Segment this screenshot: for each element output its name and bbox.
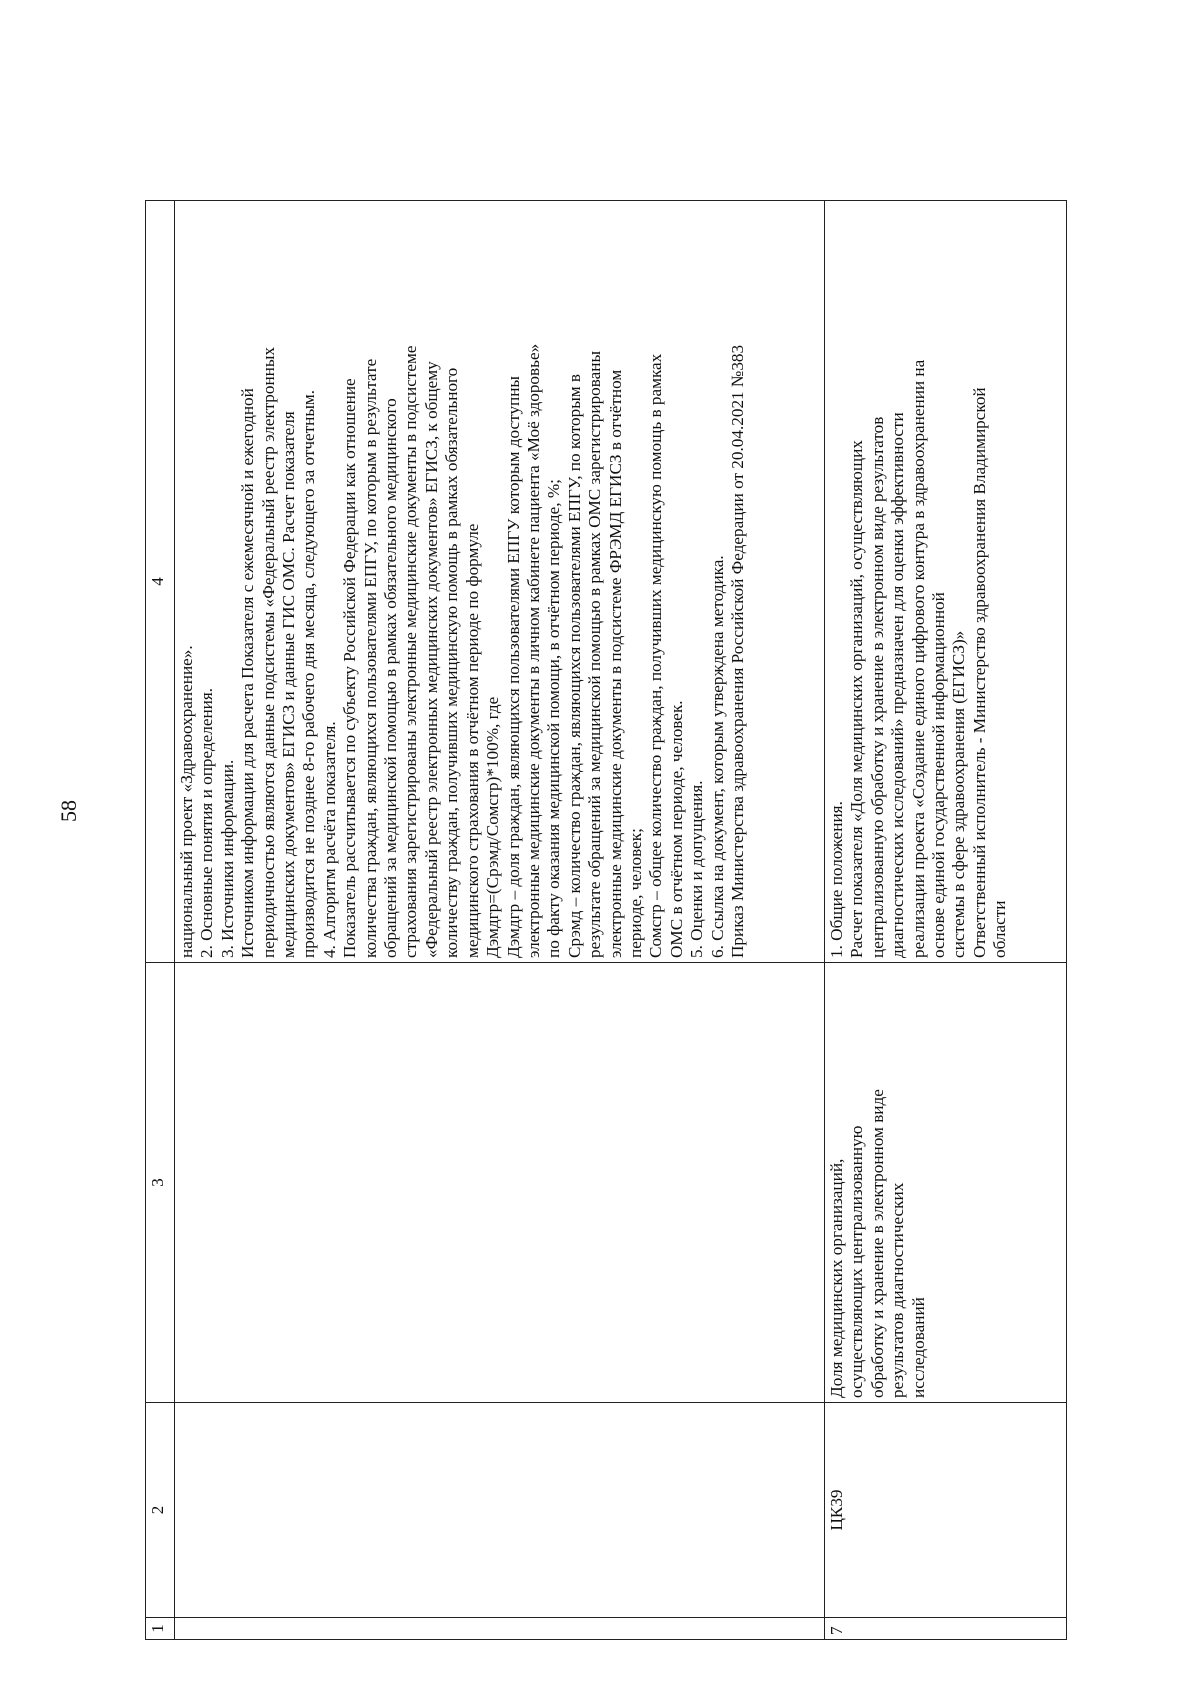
text-line: исследований [908,1297,928,1398]
text-line: Приказ Министерства здравоохранения Российской Федерации от 20.04.2021 №383 [727,344,747,958]
row-number-cell: 7 [825,1618,1067,1640]
text-line: обращений за медицинской помощью в рамках обязательного медицинского [381,398,401,958]
text-line: 2. Основные понятия и определения. [197,687,217,958]
text-line: ОМС в отчётном периоде, человек. [666,700,686,958]
indicator-name-cell [825,963,1067,1403]
text-line: медицинского страхования в отчётном периоде по формуле [462,523,482,958]
text-line: медицинских документов» ЕГИСЗ и данные ГИС ОМС. Расчет показателя [279,411,299,958]
text-line: количества граждан, являющихся пользователями ЕПГУ, по которым в результате [360,358,380,958]
text-line: основе единой государственной информационной [929,592,949,958]
indicator-method-cell [175,201,825,963]
text-line: 6. Ссылка на документ, которым утверждена методика. [707,555,727,958]
text-line: национальный проект «Здравоохранение». [177,645,196,958]
header-col-3: 3 [146,963,175,1403]
row-number-cell [175,1618,825,1640]
text-line: Расчет показателя «Доля медицинских организаций, осуществляющих [847,440,867,958]
text-line: результатов диагностических [888,1182,908,1398]
text-line: периоде, человек; [625,828,645,958]
text-line: обработку и хранение в электронном виде [867,1089,887,1398]
indicator-code-cell [175,1403,825,1618]
header-col-1: 1 [146,1618,175,1640]
table-header-row [146,201,175,1640]
text-line: Сомсгр – общее количество граждан, получивших медицинскую помощь в рамках [646,353,666,958]
text-line: результате обращений за медицинской помощью в рамках ОМС зарегистрированы [585,350,605,958]
text-line: осуществляющих централизованную [847,1125,867,1398]
text-line: области [990,900,1010,958]
text-line: электронные медицинские документы в личном кабинете пациента «Моё здоровье» [523,343,543,958]
document-sheet [145,200,1067,1640]
indicator-table [145,200,1067,1640]
text-line: периодичностью являются данные подсистемы «Федеральный реестр электронных [258,346,278,958]
text-line: Показатель рассчитывается по субъекту Российской Федерации как отношение [340,378,360,958]
indicator-name-cell [175,963,825,1403]
text-line: Источником информации для расчета Показателя с ежемесячной и ежегодной [238,388,258,958]
table-row [175,201,825,1640]
header-col-4: 4 [146,201,175,963]
table-row [825,201,1067,1640]
text-line: диагностических исследований» предназначен для оценки эффективности [888,412,908,958]
text-line: Дэмдгр – доля граждан, являющихся пользователями ЕПГУ которым доступны [503,376,523,958]
text-line: 3. Источники информации. [217,759,237,958]
text-line: электронные медицинские документы в подсистеме ФРЭМД ЕГИСЗ в отчётном [605,369,625,958]
text-line: Дэмдгр=(Срэмд/Сомсгр)*100%, где [483,696,503,958]
text-line: по факту оказания медицинской помощи, в отчётном периоде, %; [544,479,564,958]
text-line: «Федеральный реестр электронных медицинских документов» ЕГИСЗ, к общему [421,361,441,958]
text-line: производится не позднее 8-го рабочего дня месяца, следующего за отчетным. [299,389,319,958]
text-line: 5. Оценки и допущения. [687,780,707,958]
text-line: реализации проекта «Создание единого цифрового контура в здравоохранении на [908,359,928,958]
text-line: Доля медицинских организаций, [827,1158,846,1398]
text-line: Ответственный исполнитель - Министерство здравоохранения Владимирской [969,387,989,958]
text-line: централизованную обработку и хранение в электронном виде результатов [867,416,887,958]
page-number: 58 [56,800,81,822]
text-line: 1. Общие положения. [827,801,846,958]
header-col-2: 2 [146,1403,175,1618]
text-line: страхования зарегистрированы электронные медицинские документы в подсистеме [401,345,421,958]
text-line: системы в сфере здравоохранения (ЕГИСЗ)» [949,630,969,958]
indicator-code-cell: ЦК39 [825,1403,1067,1618]
text-line: 4. Алгоритм расчёта показателя. [319,721,339,958]
text-line: количеству граждан, получивших медицинскую помощь в рамках обязательного [442,367,462,958]
text-line: Срэмд – количество граждан, являющихся пользователями ЕПГУ, по которым в [564,373,584,958]
indicator-method-cell [825,201,1067,963]
